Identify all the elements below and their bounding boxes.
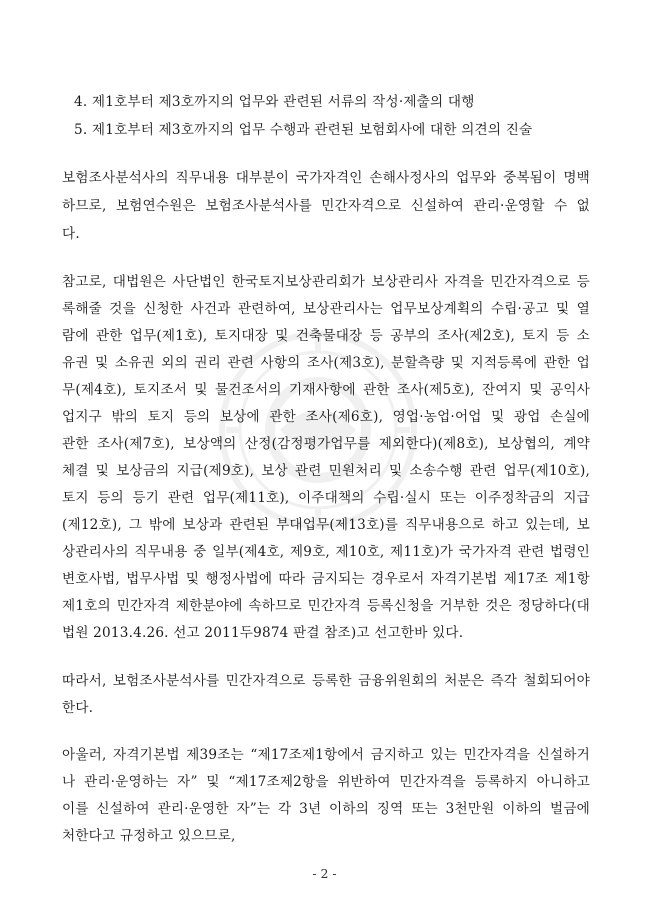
paragraph-4-line: 나 관리·운영하는 자” 및 “제17조제2항을 위반하여 민간자격을 등록하지 아니하고	[62, 774, 590, 790]
paragraph-2-line: 변호사법, 법무사법 및 행정사법에 따라 금지되는 경우로서 자격기본법 제17조 제1항	[62, 571, 590, 587]
paragraph-1-line: 보험조사분석사의 직무내용 대부분이 국가자격인 손해사정사의 업무와 중복됨이 명백	[62, 170, 590, 186]
paragraph-4-line: 이를 신설하여 관리·운영한 자”는 각 3년 이하의 징역 또는 3천만원 이하의 벌금에	[62, 801, 590, 817]
paragraph-2-line: 관한 조사(제7호), 보상액의 산정(감정평가업무를 제외한다)(제8호), 보상협의, 계약	[62, 436, 590, 452]
paragraph-2-line: 법원 2013.4.26. 선고 2011두9874 판결 참조)고 선고한바 있다.	[62, 625, 464, 641]
paragraph-2-line: 유권 및 소유권 외의 권리 관련 사항의 조사(제3호), 분할측량 및 지적등록에 관한 업	[62, 355, 590, 371]
paragraph-2-line: 록해줄 것을 신청한 사건과 관련하여, 보상관리사는 업무보상계획의 수립·공고 및 열	[62, 301, 590, 317]
paragraph-2-line: (제12호), 그 밖에 보상과 관련된 부대업무(제13호)를 직무내용으로 하고 있는데, 보	[62, 517, 590, 533]
paragraph-2-line: 토지 등의 등기 관련 업무(제11호), 이주대책의 수립·실시 또는 이주정착금의 지급	[62, 490, 590, 506]
paragraph-2-line: 참고로, 대법원은 사단법인 한국토지보상관리회가 보상관리사 자격을 민간자격으로 등	[62, 274, 590, 290]
paragraph-3-line: 따라서, 보험조사분석사를 민간자격으로 등록한 금융위원회의 처분은 즉각 철회되어야	[62, 673, 590, 689]
paragraph-3-line: 한다.	[62, 700, 94, 716]
paragraph-1-line: 다.	[62, 226, 80, 242]
paragraph-2-line: 체결 및 보상금의 지급(제9호), 보상 관련 민원처리 및 소송수행 관련 업무(제10호),	[62, 463, 590, 479]
list-item-4: 4. 제1호부터 제3호까지의 업무와 관련된 서류의 작성·제출의 대행	[74, 94, 475, 110]
paragraph-1-line: 하므로, 보험연수원은 보험조사분석사를 민간자격으로 신설하여 관리·운영할 수 없	[62, 198, 590, 214]
paragraph-2-line: 무(제4호), 토지조서 및 물건조서의 기재사항에 관한 조사(제5호), 잔여지 및 공익사	[62, 382, 590, 398]
list-item-5: 5. 제1호부터 제3호까지의 업무 수행과 관련된 보험회사에 대한 의견의 진술	[74, 122, 533, 138]
paragraph-2-line: 람에 관한 업무(제1호), 토지대장 및 건축물대장 등 공부의 조사(제2호), 토지 등 소	[62, 328, 590, 344]
paragraph-4-line: 아울러, 자격기본법 제39조는 “제17조제1항에서 금지하고 있는 민간자격을 신설하거	[62, 747, 590, 763]
paragraph-2-line: 업지구 밖의 토지 등의 보상에 관한 조사(제6호), 영업·농업·어업 및 광업 손실에	[62, 409, 590, 425]
paragraph-2-line: 상관리사의 직무내용 중 일부(제4호, 제9호, 제10호, 제11호)가 국가자격 관련 법령인	[62, 544, 590, 560]
paragraph-2-line: 제1호의 민간자격 제한분야에 속하므로 민간자격 등록신청을 거부한 것은 정당하다(대	[62, 598, 590, 614]
paragraph-4-line: 처한다고 규정하고 있으므로,	[62, 828, 236, 844]
page-number: - 2 -	[312, 866, 337, 881]
